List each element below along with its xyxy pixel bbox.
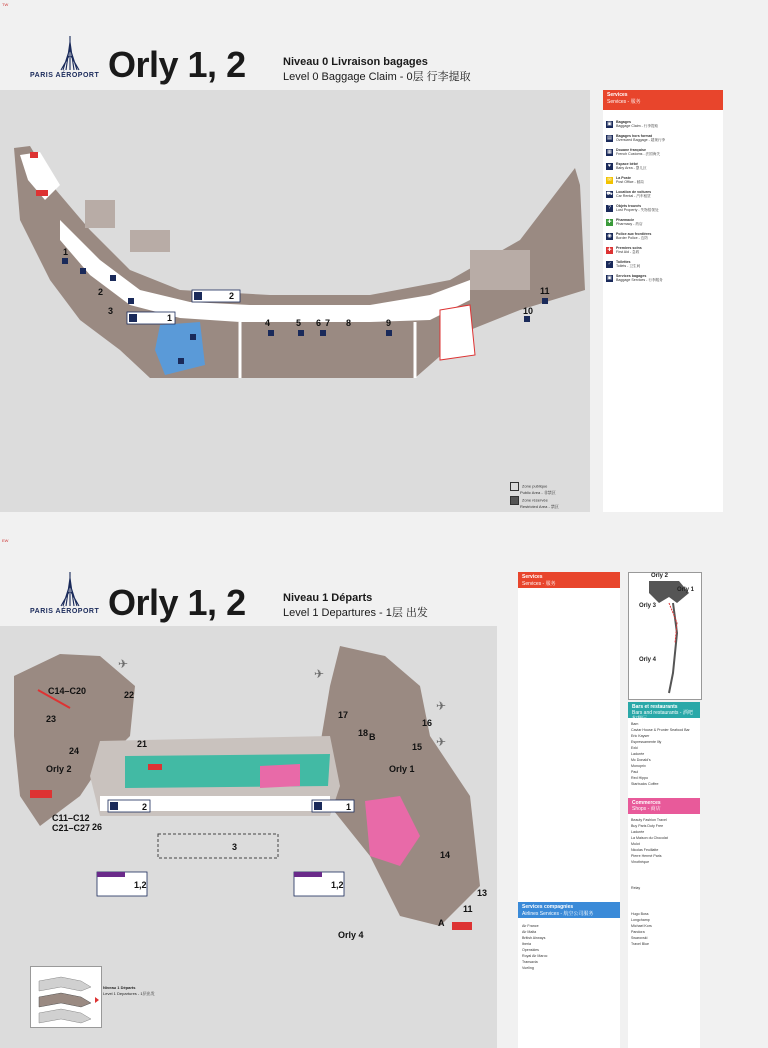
belt-7-label: 7 [325, 318, 331, 328]
check-in-zone-3 [158, 834, 278, 858]
shop-item: La Maison du Chocolat [631, 836, 668, 840]
overview-orly3: Orly 3 [639, 603, 657, 609]
belt-10-label: 10 [523, 306, 534, 316]
terminal-overview-map [628, 572, 702, 700]
bars-header [628, 702, 700, 722]
gate-13: 13 [477, 888, 488, 898]
legend-public-en: Public Area - 非禁区 [520, 490, 556, 495]
eiffel-logo-icon [60, 572, 80, 608]
shopping-area-pink [260, 764, 300, 788]
level-title-fr: Niveau 0 Livraison bagages [283, 56, 428, 68]
shop-item: Longchamp [631, 918, 650, 922]
services-panel [603, 90, 723, 512]
shop-item: Pandora [631, 930, 645, 934]
gate-17: 17 [338, 710, 349, 720]
belt-1-label: 1 [63, 247, 69, 257]
gate-c21-c27: C21–C27 [52, 823, 91, 833]
gate-15: 15 [412, 742, 423, 752]
service-row: ▣ Services bagages Baggage Services - 行李服务 [607, 274, 663, 283]
baggage-icon: ▣ [607, 121, 612, 127]
customs-zone [440, 305, 475, 360]
gate-a: A [438, 918, 445, 928]
corner-mark: EW [2, 538, 9, 543]
level-title-en: Level 1 Departures - 1层 出发 [283, 607, 428, 619]
shop-item: Mulot [631, 842, 640, 846]
legend-public-fr: Zone publique [522, 483, 548, 489]
page-title: Orly 1, 2 [108, 582, 246, 623]
gate-26: 26 [92, 822, 103, 832]
minimap-level-fr: Niveau 1 Départs [103, 985, 136, 990]
overview-orly1: Orly 1 [677, 587, 695, 593]
first-aid-sign [30, 152, 38, 158]
shop-item: Hugo Boss [631, 912, 649, 916]
gate-14: 14 [440, 850, 451, 860]
bar-item: Bam [631, 722, 639, 726]
service-row: ▦ Douane française French Customs - 法国海关 [607, 148, 660, 157]
plane-icon: ✈ [436, 699, 447, 713]
restricted-area-swatch [510, 496, 519, 505]
airline-item: Royal Air Maroc [522, 954, 548, 958]
paris-aeroport-logo [30, 572, 110, 622]
orly4-label: Orly 4 [338, 930, 364, 940]
arrivals-sign-2 [192, 290, 240, 302]
services-subtitle: Services - 服务 [607, 99, 641, 105]
departures-sign-1 [312, 800, 354, 812]
gate-24: 24 [69, 746, 80, 756]
gate-23: 23 [46, 714, 57, 724]
airline-item: British Airways [522, 936, 546, 940]
legend-restricted-en: Restricted Area - 禁区 [520, 504, 559, 509]
first-aid-icon: ✚ [607, 247, 612, 253]
level-title-fr: Niveau 1 Départs [283, 592, 373, 604]
belt-11-label: 11 [540, 286, 550, 296]
plane-icon: ✈ [436, 735, 447, 749]
belt-4-label: 4 [265, 318, 271, 328]
services-title: Services [522, 574, 543, 580]
car-rental-icon: ⛟ [606, 191, 613, 197]
baggage-services-icon: ▣ [607, 275, 612, 281]
service-block [85, 200, 115, 228]
minimap-drawing [31, 967, 101, 1027]
bars-shops-panel [628, 702, 700, 1048]
arrivals-number-1: 1 [167, 313, 173, 323]
departures-sign-2 [108, 800, 150, 812]
overview-orly4: Orly 4 [639, 657, 657, 663]
plane-icon: ✈ [314, 667, 325, 681]
service-row: ✚ Pharmacie Pharmacy - 药店 [607, 218, 643, 227]
french-customs-icon: ▦ [607, 149, 612, 155]
gate-18: 18 [358, 728, 369, 738]
service-row: ? Objets trouvés Lost Property - 失物招领处 [606, 204, 720, 216]
services-header [518, 572, 620, 588]
service-row: ✉ La Poste Post Office - 邮局 [607, 176, 644, 185]
paris-aeroport-logo [30, 36, 110, 86]
page-title: Orly 1, 2 [108, 44, 246, 85]
shop-item: Swarovski [631, 936, 648, 940]
legend-restricted-fr: Zone réservée [522, 497, 548, 503]
arrivals-sign-1 [127, 312, 175, 324]
corner-mark: TW [2, 2, 9, 7]
shop-item: Nicolas Feuillatte [631, 848, 659, 852]
airline-services-subtitle: Airlines Services - 航空公司服务 [522, 911, 594, 917]
bar-item: Espressamente Illy [631, 740, 662, 744]
shops-header [628, 798, 700, 814]
service-row: ◉ Police aux frontières Border Police - 边防 [607, 232, 652, 241]
pharmacy-icon: ✚ [607, 219, 612, 225]
arrivals-number-2: 2 [229, 291, 235, 301]
belt-9-label: 9 [386, 318, 392, 328]
airline-services-title: Services compagnies [522, 904, 574, 910]
departures-number-1: 1 [346, 802, 352, 812]
gate-b: B [369, 732, 376, 742]
baggage-claim-map-page [0, 0, 768, 512]
services-panel [518, 572, 620, 1048]
shop-item: Travel Blue [631, 942, 650, 946]
gate-c14-c20: C14–C20 [48, 686, 87, 696]
shops-title: Commerces [632, 800, 661, 806]
lost-property-icon: ? [606, 205, 613, 212]
checkin-label-right: 1,2 [331, 880, 344, 890]
airline-services-header [518, 902, 620, 918]
bar-item: Eric Kayser [631, 734, 650, 738]
belt-6-label: 6 [316, 318, 322, 328]
service-row: ✚ Premiers soins First Aid - 急救 [607, 246, 642, 255]
eiffel-logo-icon [60, 36, 80, 72]
public-area-swatch [510, 482, 519, 491]
service-row: ♂ Toilettes Toilets - 卫生间 [607, 260, 641, 269]
baby-area-icon: ♥ [606, 163, 613, 170]
minimap-level-en: Level 1 Departures - 1层出发 [103, 991, 155, 996]
airline-item: Air Malta [522, 930, 537, 934]
services-title: Services [607, 92, 628, 98]
bar-item: Exki [631, 746, 638, 750]
bar-item: Caviar House & Prunier Seafood Bar [631, 728, 690, 732]
service-block [470, 250, 530, 290]
service-block [130, 230, 170, 252]
shop-item: Ladurée [631, 830, 645, 834]
belt-2-label: 2 [98, 287, 104, 297]
service-row: ♥ Espace bébé Baby Area - 婴儿区 [606, 162, 720, 174]
oversize-baggage-icon: ▤ [607, 135, 612, 141]
service-row: ▣ Bagages Baggage Claim - 行李提取 [607, 120, 659, 129]
brand-name: PARIS AÉROPORT [30, 72, 100, 79]
plane-icon: ✈ [118, 657, 129, 671]
bar-item: Paul [631, 770, 639, 774]
service-row: ⛟ Location de voitures Car Rental - 汽车租赁 [606, 190, 652, 199]
level-minimap [30, 966, 155, 1028]
post-office-icon: ✉ [607, 177, 612, 183]
checkin-sign-right [294, 872, 344, 896]
shops-subtitle: Shops - 商店 [632, 806, 661, 812]
airline-item: Iberia [522, 942, 531, 946]
service-row: ▤ Bagages hors format Oversized Baggage - 超规行李 [607, 134, 666, 143]
departures-map-page [0, 536, 768, 1048]
bar-item: Mc Donald's [631, 758, 651, 762]
airline-item: Transavia [522, 960, 538, 964]
terminal-floorplan [0, 90, 590, 512]
airline-item: Air France [522, 924, 539, 928]
services-header [603, 90, 723, 110]
bar-item: Red Hippo [631, 776, 648, 780]
brand-name: PARIS AÉROPORT [30, 608, 100, 615]
exit-sign [36, 190, 48, 196]
checkin-sign-left [97, 872, 147, 896]
level-title-en: Level 0 Baggage Claim - 0层 行李提取 [283, 71, 471, 83]
toilets-icon: ♂ [607, 261, 612, 267]
departures-number-2: 2 [142, 802, 148, 812]
airline-item: Vueling [522, 966, 534, 970]
overview-orly2: Orly 2 [651, 573, 669, 579]
orly2-label: Orly 2 [46, 764, 72, 774]
map-area [0, 90, 590, 512]
gate-21: 21 [137, 739, 148, 749]
shop-item: Michael Kors [631, 924, 652, 928]
belt-5-label: 5 [296, 318, 302, 328]
shop-item: Buy Paris Duty Free [631, 824, 664, 828]
gate-11: 11 [463, 904, 473, 914]
gate-16: 16 [422, 718, 433, 728]
bar-item: Monoprix [631, 764, 646, 768]
shop-item: Relay [631, 886, 641, 890]
bars-subtitle: Bars and restaurants - 酒吧和餐厅 [632, 710, 693, 722]
bar-item: Starbucks Coffee [631, 782, 659, 786]
shop-item: Pierre Hermé Paris [631, 854, 662, 858]
gate-22: 22 [124, 690, 135, 700]
border-police-icon: ◉ [607, 233, 612, 239]
orly1-label: Orly 1 [389, 764, 415, 774]
gate-c11-c12: C11–C12 [52, 813, 90, 823]
airline-item: Openskies [522, 948, 539, 952]
shop-item: Vinothèque [631, 860, 650, 864]
services-subtitle: Services - 服务 [522, 581, 556, 587]
bars-title: Bars et restaurants [632, 704, 678, 710]
belt-8-label: 8 [346, 318, 352, 328]
belt-3-label: 3 [108, 306, 114, 316]
bar-item: Ladurée [631, 752, 645, 756]
checkin-label-left: 1,2 [134, 880, 147, 890]
shop-item: Beauty Fashion Travel [631, 818, 667, 822]
checkin-zone-3-label: 3 [232, 842, 238, 852]
